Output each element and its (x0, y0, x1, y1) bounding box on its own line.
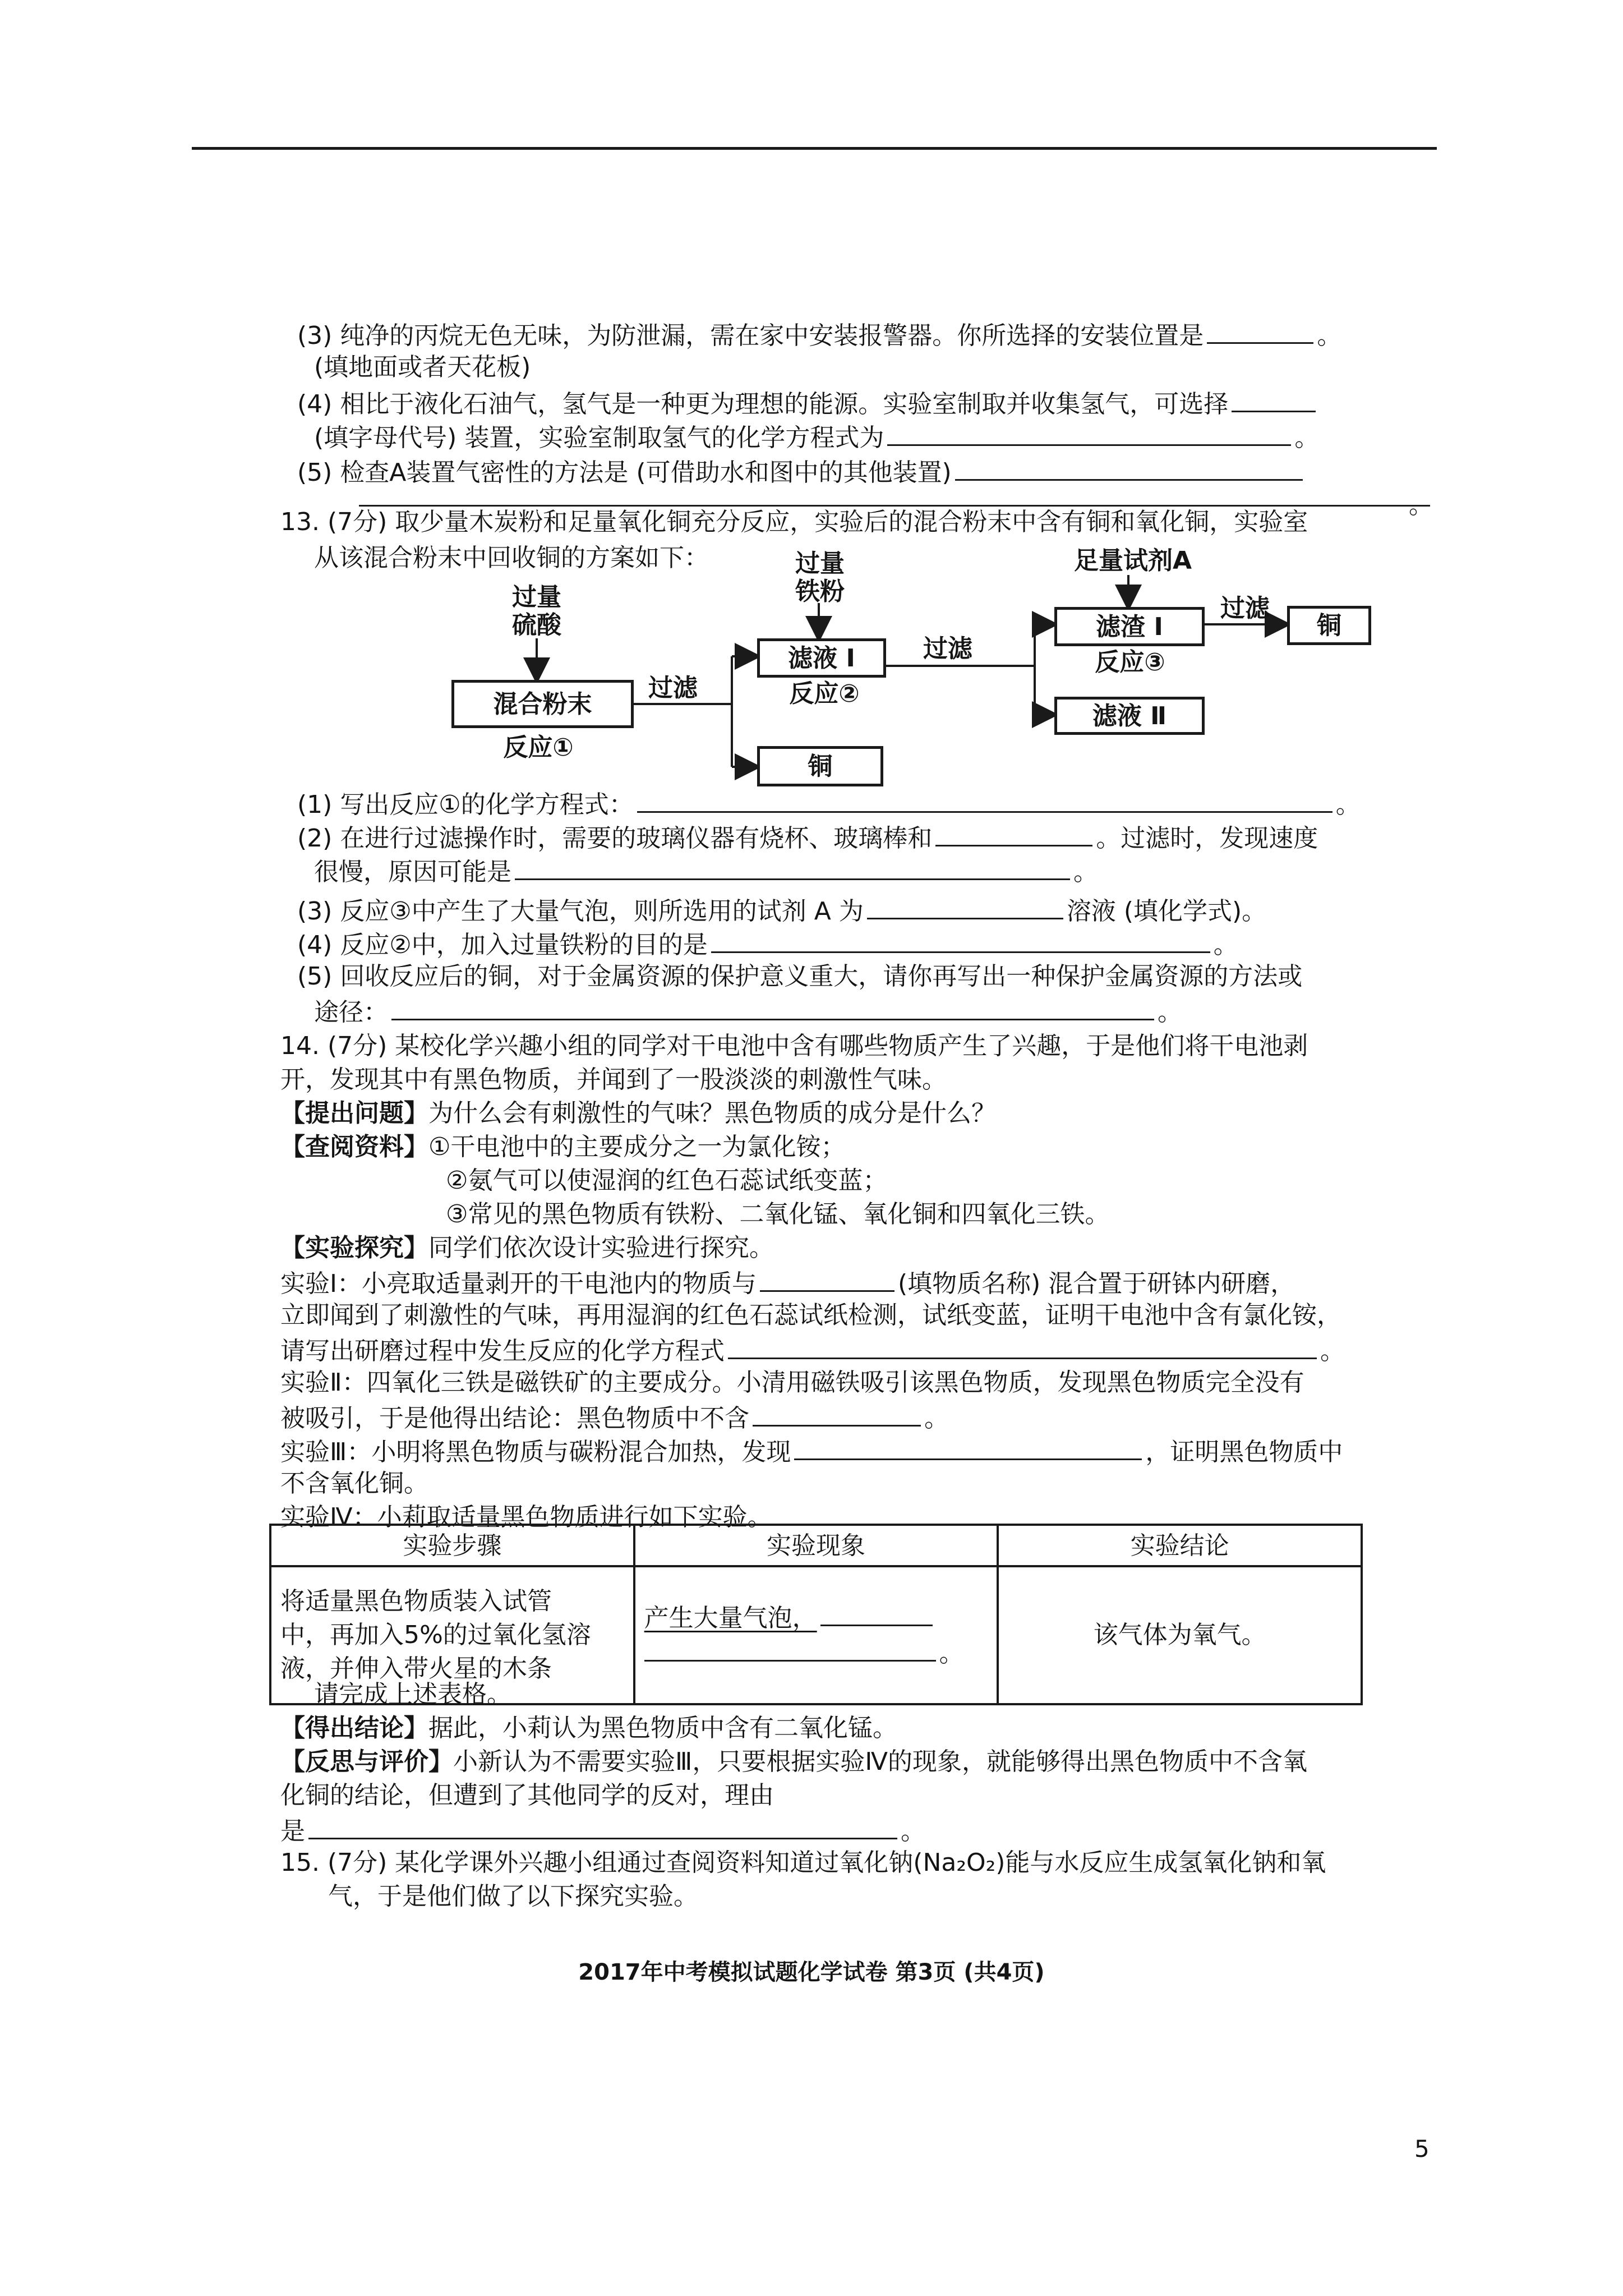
q14-intro-line1: 14. (7分) 某校化学兴趣小组的同学对干电池中含有哪些物质产生了兴趣，于是他们将干电池剥 (280, 1032, 1308, 1060)
flow-mixed-powder-box: 混合粉末 (451, 680, 634, 728)
q13-part3: (3) 反应③中产生了大量气泡，则所选用的试剂 A 为 溶液 (填化学式)。 (297, 893, 1266, 927)
q14-exp1-line1: 实验Ⅰ：小亮取适量剥开的干电池内的物质与 (填物质名称) 混合置于研钵内研磨， (280, 1266, 1295, 1300)
flow-filter3-label: 过滤 (1220, 594, 1270, 623)
q14-exp3-line1: 实验Ⅲ：小明将黑色物质与碳粉混合加热，发现 ，证明黑色物质中 (280, 1434, 1343, 1468)
q14-references-3: ③常见的黑色物质有铁粉、二氧化锰、氧化铜和四氧化三铁。 (446, 1200, 1110, 1228)
flow-residue1-box: 滤渣 Ⅰ (1054, 607, 1205, 646)
q13-flow-arrows (0, 0, 1623, 841)
q14-question: 【提出问题】为什么会有刺激性的气味？黑色物质的成分是什么？ (280, 1099, 996, 1128)
q15-intro-line1: 15. (7分) 某化学课外兴趣小组通过查阅资料知道过氧化钠(Na₂O₂)能与水反应生成氢氧化钠和氧 (280, 1848, 1326, 1877)
q14-reflection-line3: 是 。 (280, 1813, 925, 1847)
q12-part5-end-mark: 。 (1409, 491, 1433, 519)
flow-iron-label: 过量 铁粉 (795, 549, 845, 606)
table-cell-steps: 将适量黑色物质装入试管 中，再加入5%的过氧化氢溶 液，并伸入带火星的木条 (270, 1566, 634, 1704)
flow-filtrate1-box: 滤液 Ⅰ (757, 638, 886, 678)
q12-part4-line2: (填字母代号) 装置，实验室制取氢气的化学方程式为 。 (314, 420, 1319, 454)
q13-part5-line1: (5) 回收反应后的铜，对于金属资源的保护意义重大，请你再写出一种保护金属资源的方法或 (297, 962, 1303, 991)
q14-complete-table: 请完成上述表格。 (314, 1680, 511, 1709)
q13-intro-line1: 13. (7分) 取少量木炭粉和足量氧化铜充分反应，实验后的混合粉末中含有铜和氧化铜，实验室 (280, 508, 1308, 536)
q14-exp3-line2: 不含氧化铜。 (280, 1469, 428, 1498)
q14-reflection-line1: 【反思与评价】小新认为不需要实验Ⅲ，只要根据实验Ⅳ的现象，就能够得出黑色物质中不含氧 (280, 1747, 1307, 1776)
q12-part3-line1: (3) 纯净的丙烷无色无味，为防泄漏，需在家中安装报警器。你所选择的安装位置是 。 (297, 318, 1341, 352)
q14-explore: 【实验探究】同学们依次设计实验进行探究。 (280, 1234, 774, 1262)
page-footer: 2017年中考模拟试题化学试卷 第3页 (共4页) (578, 1959, 1045, 1985)
flow-copper2-box: 铜 (1287, 606, 1371, 645)
flow-filter1-label: 过滤 (648, 674, 698, 702)
flow-reaction1-label: 反应① (503, 733, 574, 762)
q14-references-2: ②氨气可以使湿润的红色石蕊试纸变蓝； (446, 1166, 888, 1195)
q14-exp2-line2: 被吸引，于是他得出结论：黑色物质中不含 。 (280, 1400, 949, 1434)
flow-filtrate2-box: 滤液 Ⅱ (1054, 697, 1205, 735)
table-header-conclusion: 实验结论 (998, 1525, 1362, 1566)
q14-exp1-line2: 立即闻到了刺激性的气味，再用湿润的红色石蕊试纸检测，试纸变蓝，证明干电池中含有氯化铵， (280, 1301, 1341, 1329)
q13-part2-line1: (2) 在进行过滤操作时，需要的玻璃仪器有烧杯、玻璃棒和 。过滤时，发现速度 (297, 820, 1318, 854)
flow-copper1-box: 铜 (757, 746, 883, 786)
flow-acid-label: 过量 硫酸 (512, 583, 561, 639)
q12-part5-line1: (5) 检查A装置气密性的方法是 (可借助水和图中的其他装置) (297, 454, 1306, 489)
q14-conclusion: 【得出结论】据此，小莉认为黑色物质中含有二氧化锰。 (280, 1714, 897, 1742)
q12-part4-line1: (4) 相比于液化石油气，氢气是一种更为理想的能源。实验室制取并收集氢气，可选择 (297, 386, 1319, 420)
flow-reagent-a-label: 足量试剂A (1073, 546, 1192, 575)
q13-intro-line2: 从该混合粉末中回收铜的方案如下： (314, 544, 709, 572)
q15-intro-line2: 气，于是他们做了以下探究实验。 (328, 1882, 698, 1911)
q14-reflection-line2: 化铜的结论，但遭到了其他同学的反对，理由 (280, 1781, 774, 1810)
table-header-phenomenon: 实验现象 (634, 1525, 998, 1566)
q12-part3-line2: (填地面或者天花板) (314, 353, 531, 381)
table-cell-phenomenon: 产生大量气泡， 。 (634, 1566, 998, 1704)
page-number: 5 (1414, 2135, 1430, 2162)
table-cell-conclusion: 该气体为氧气。 (998, 1566, 1362, 1704)
q13-part1: (1) 写出反应①的化学方程式： 。 (297, 786, 1361, 821)
q13-part5-line2: 途径： 。 (314, 994, 1182, 1028)
q14-references-1: 【查阅资料】①干电池中的主要成分之一为氯化铵； (280, 1133, 846, 1161)
q13-part4: (4) 反应②中，加入过量铁粉的目的是 。 (297, 927, 1238, 961)
flow-reaction3-label: 反应③ (1095, 648, 1165, 677)
q14-exp2-line1: 实验Ⅱ：四氧化三铁是磁铁矿的主要成分。小清用磁铁吸引该黑色物质，发现黑色物质完全没有 (280, 1368, 1304, 1397)
q14-exp1-line3: 请写出研磨过程中发生反应的化学方程式 。 (280, 1333, 1345, 1367)
table-header-steps: 实验步骤 (270, 1525, 634, 1566)
q13-part2-line2: 很慢，原因可能是 。 (314, 854, 1098, 888)
q14-exp4-intro: 实验Ⅳ：小莉取适量黑色物质进行如下实验。 (280, 1503, 772, 1531)
q14-intro-line2: 开，发现其中有黑色物质，并闻到了一股淡淡的刺激性气味。 (280, 1065, 947, 1094)
flow-filter2-label: 过滤 (923, 634, 972, 663)
flow-reaction2-label: 反应② (789, 679, 860, 708)
